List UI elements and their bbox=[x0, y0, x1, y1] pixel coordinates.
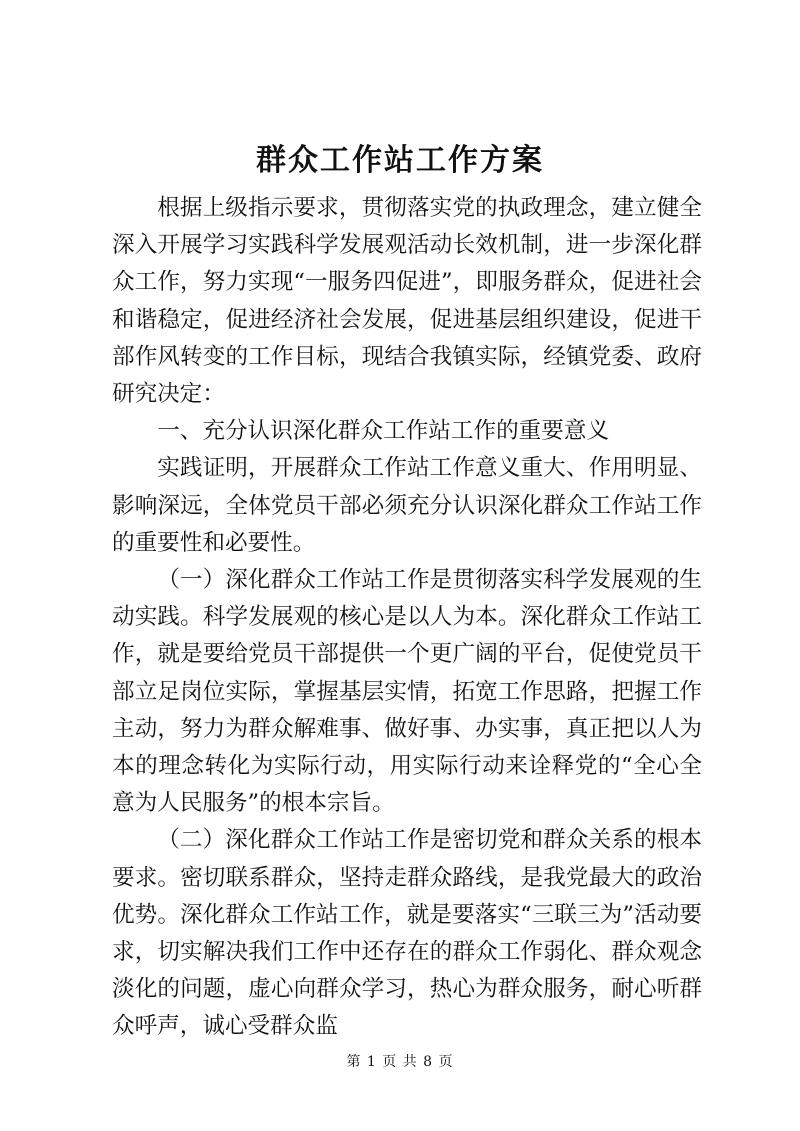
document-title: 群众工作站工作方案 bbox=[256, 143, 544, 178]
page-number-footer: 第 1 页 共 8 页 bbox=[346, 1054, 454, 1070]
paragraph-section-1: 实践证明，开展群众工作站工作意义重大、作用明显、影响深远，全体党员干部必须充分认识深化群众工作站工作的重要性和必要性。 bbox=[112, 455, 702, 556]
paragraph-subsection-2: （二）深化群众工作站工作是密切党和群众关系的根本要求。密切联系群众，坚持走群众路线，是我党最大的政治优势。深化群众工作站工作，就是要落实“三联三为”活动要求，切实解决我们工作中还存在的群众工作弱化、群众观念淡化的问题，虚心向群众学习，热心为群众服务，耐心听群众呼声，诚心受群众监 bbox=[112, 827, 702, 1040]
paragraph-intro: 根据上级指示要求，贯彻落实党的执政理念，建立健全深入开展学习实践科学发展观活动长效机制，进一步深化群众工作，努力实现“一服务四促进”，即服务群众，促进社会和谐稳定，促进经济社会发展，促进基层组织建设，促进干部作风转变的工作目标，现结合我镇实际，经镇党委、政府研究决定： bbox=[112, 195, 702, 408]
section-heading-1: 一、充分认识深化群众工作站工作的重要意义 bbox=[157, 418, 610, 445]
document-body bbox=[112, 190, 702, 1046]
paragraph-subsection-1: （一）深化群众工作站工作是贯彻落实科学发展观的生动实践。科学发展观的核心是以人为本。深化群众工作站工作，就是要给党员干部提供一个更广阔的平台，促使党员干部立足岗位实际，掌握基层实情，拓宽工作思路，把握工作主动，努力为群众解难事、做好事、办实事，真正把以人为本的理念转化为实际行动，用实际行动来诠释党的“全心全意为人民服务”的根本宗旨。 bbox=[112, 567, 702, 817]
